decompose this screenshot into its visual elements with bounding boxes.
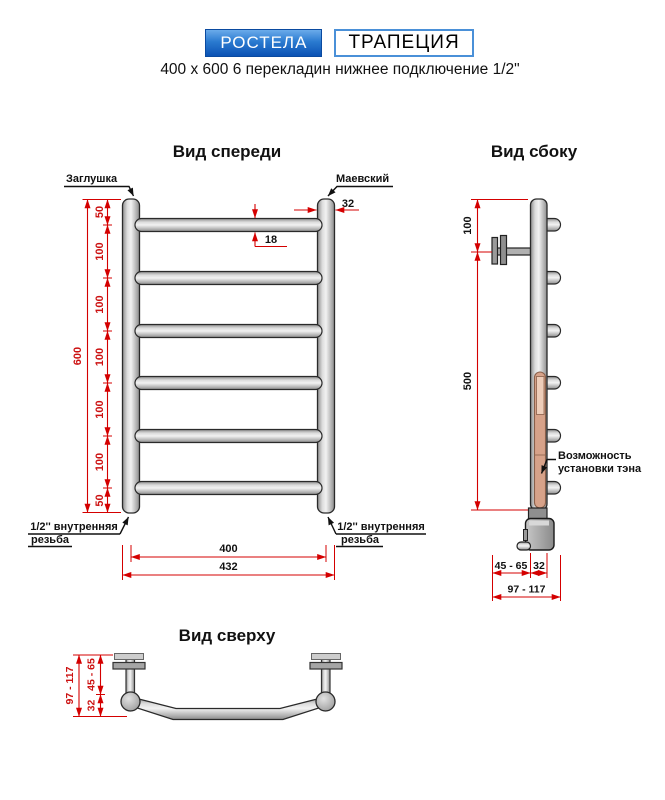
heating-element-inner [537,377,545,415]
thread-left-line1: 1/2'' внутренняя [30,521,118,533]
top-left-flange [113,663,145,670]
brand-logo: РОСТЕЛА [205,29,322,57]
dim-45-65-label: 45 - 65 [494,560,528,572]
valve-pipe [517,542,531,550]
top-left-post-circle [121,692,140,711]
dim-432-label: 432 [219,561,238,573]
top-dim-97-117-label: 97 - 117 [64,666,76,705]
ten-label-line1: Возможность [558,450,632,462]
top-dim-32-label: 32 [85,699,98,712]
thread-callout-left [28,517,129,547]
dim-32-side-label: 32 [533,560,545,572]
top-right-post-circle [316,692,335,711]
dim-97-117-label: 97 - 117 [507,583,546,596]
side-view [462,142,642,601]
plug-label: Заглушка [66,173,118,185]
rail-4 [135,377,322,390]
dim-600-label: 600 [72,346,84,366]
rail-5 [135,430,322,443]
thread-left-line2: резьба [31,534,69,546]
valve-side-port [524,530,528,541]
side-view-title: Вид сбоку [490,142,578,161]
front-view [28,142,426,580]
series-badge: ТРАПЕЦИЯ [334,29,473,57]
thread-right-line2: резьба [341,534,379,546]
bracket-nut [501,236,507,265]
front-dimension-chain [94,200,112,513]
product-subtitle: 400 x 600 6 перекладин нижнее подключение 1/2" [160,61,520,78]
dim-500-label: 500 [462,371,474,391]
dim-400-label: 400 [219,543,238,555]
bracket-wall-plate [492,238,498,265]
top-rail-trapezoid [130,698,327,720]
front-view-title: Вид спереди [172,142,282,161]
thread-right-line1: 1/2'' внутренняя [337,521,425,533]
rail-6 [135,482,322,495]
chain-label-100-3: 100 [94,347,106,367]
front-left-post [123,199,140,513]
chain-label-100-2: 100 [94,295,106,314]
top-view [64,626,342,720]
dim-100-label: 100 [462,216,474,235]
rail-2 [135,272,322,285]
dim-32-label: 32 [341,198,355,210]
rail-1 [135,219,322,232]
valve-top-face [529,521,549,526]
air-valve-leader-line [328,187,393,197]
thread-callout-right [328,517,426,547]
rail-3 [135,325,322,338]
chain-label-100-1: 100 [94,242,106,261]
top-left-wall-plate [115,654,144,660]
chain-label-50-top: 50 [94,205,106,219]
chain-label-100-4: 100 [94,400,106,419]
dim-18-label: 18 [264,234,278,246]
top-right-flange [310,663,342,670]
valve-collar [529,508,548,520]
front-right-post [318,199,335,513]
air-valve-label: Маевский [336,173,390,185]
plug-leader-line [64,187,134,197]
chain-label-100-5: 100 [94,452,106,472]
top-view-title: Вид сверху [178,626,276,645]
ten-label-line2: установки тэна [558,463,642,475]
top-dim-45-65-label: 45 - 65 [85,658,98,691]
chain-label-50-bottom: 50 [94,494,106,507]
top-right-wall-plate [312,654,341,660]
